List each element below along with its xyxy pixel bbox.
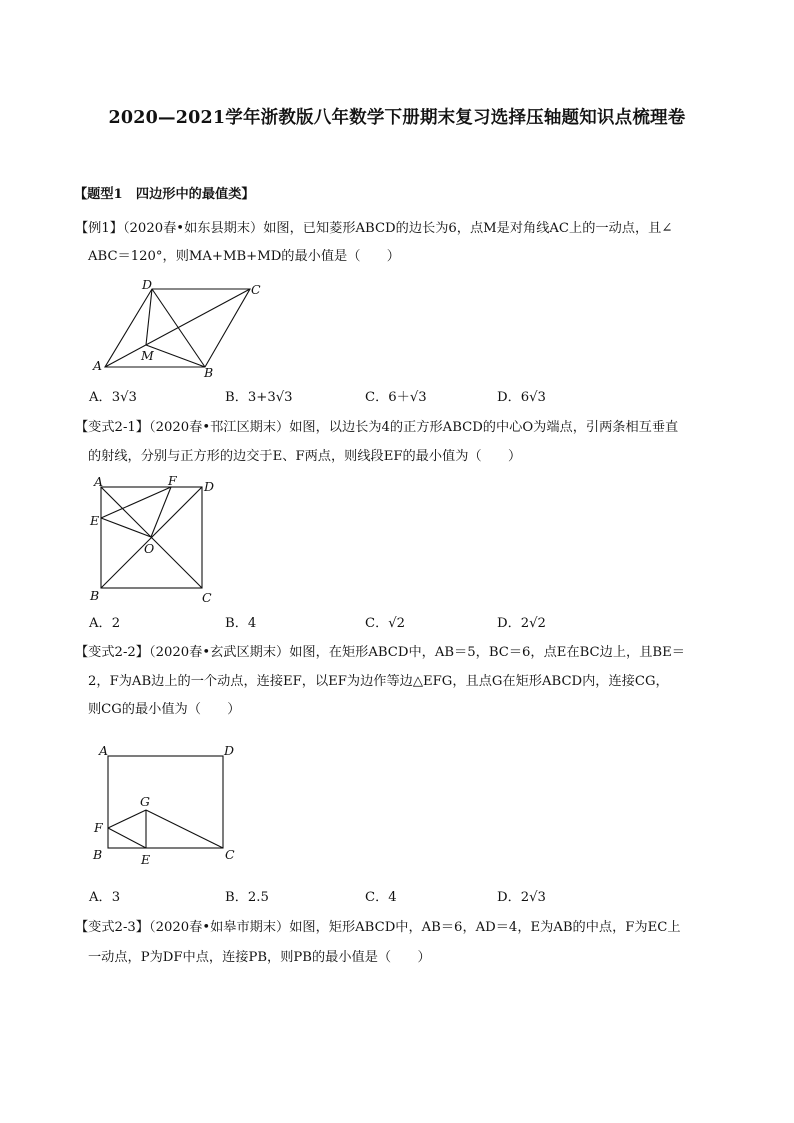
problem-2-line-2: 的射线，分别与正方形的边交于E、F两点，则线段EF的最小值为（ ） bbox=[88, 449, 522, 464]
square-figure bbox=[88, 475, 223, 605]
rectangle-figure bbox=[90, 740, 250, 870]
problem-1-line-1: 【例1】（2020春•如东县期末）如图，已知菱形ABCD的边长为6，点M是对角线AC上的一动点，且∠ bbox=[75, 221, 673, 236]
label-o: O bbox=[144, 541, 155, 556]
option-a[interactable]: A．3√3 bbox=[89, 390, 137, 405]
segment-gc bbox=[146, 810, 223, 848]
label-d: D bbox=[142, 277, 153, 292]
section-heading: 【题型1 四边形中的最值类】 bbox=[74, 187, 255, 202]
option-d[interactable]: D．6√3 bbox=[497, 390, 546, 405]
label-b: B bbox=[204, 365, 214, 380]
option-b[interactable]: B．3+3√3 bbox=[225, 390, 293, 405]
segment-bd bbox=[152, 289, 205, 367]
problem-3-line-1: 【变式2-2】（2020春•玄武区期末）如图，在矩形ABCD中，AB＝5，BC＝6，点E在BC边上，且BE＝ bbox=[75, 645, 685, 660]
option-c[interactable]: C．6＋√3 bbox=[365, 390, 427, 405]
label-f: F bbox=[168, 473, 177, 488]
option-d[interactable]: D．2√3 bbox=[497, 890, 546, 905]
label-e: E bbox=[90, 513, 100, 528]
label-g: G bbox=[140, 794, 150, 809]
problem-2-line-1: 【变式2-1】（2020春•邗江区期末）如图，以边长为4的正方形ABCD的中心O为端点，引两条相互垂直 bbox=[75, 420, 679, 435]
label-m: M bbox=[141, 348, 154, 363]
label-e: E bbox=[141, 852, 151, 867]
problem-4-line-2: 一动点，P为DF中点，连接PB，则PB的最小值是（ ） bbox=[88, 950, 431, 965]
page-title: 2020—2021学年浙教版八年数学下册期末复习选择压轴题知识点梳理卷 bbox=[108, 108, 686, 128]
segment-fe bbox=[108, 828, 146, 848]
label-a: A bbox=[93, 358, 103, 373]
segment-fg bbox=[108, 810, 146, 828]
label-a: A bbox=[99, 743, 109, 758]
rhombus-figure bbox=[90, 277, 261, 380]
segment-mb bbox=[146, 345, 205, 367]
option-c[interactable]: C．4 bbox=[365, 890, 397, 905]
label-c: C bbox=[251, 282, 261, 297]
option-b[interactable]: B．4 bbox=[225, 616, 257, 631]
ray-oe bbox=[101, 518, 151, 537]
label-c: C bbox=[225, 847, 235, 862]
label-a: A bbox=[94, 474, 104, 489]
option-c[interactable]: C．√2 bbox=[365, 616, 406, 631]
label-f: F bbox=[94, 820, 103, 835]
problem-1-line-2: ABC＝120°，则MA+MB+MD的最小值是（ ） bbox=[88, 249, 400, 264]
label-c: C bbox=[202, 590, 212, 605]
option-a[interactable]: A．3 bbox=[89, 890, 121, 905]
rectangle-outline bbox=[108, 756, 223, 848]
option-a[interactable]: A．2 bbox=[89, 616, 121, 631]
option-b[interactable]: B．2.5 bbox=[225, 890, 269, 905]
label-d: D bbox=[204, 479, 215, 494]
option-d[interactable]: D．2√2 bbox=[497, 616, 546, 631]
problem-3-line-2: 2，F为AB边上的一个动点，连接EF，以EF为边作等边△EFG，且点G在矩形ABCD内，连接CG， bbox=[88, 674, 669, 689]
diagonal-ac bbox=[105, 289, 250, 367]
problem-4-line-1: 【变式2-3】（2020春•如皋市期末）如图，矩形ABCD中，AB＝6，AD＝4，E为AB的中点，F为EC上 bbox=[75, 920, 681, 935]
label-b: B bbox=[90, 588, 100, 603]
label-d: D bbox=[224, 743, 235, 758]
label-b: B bbox=[93, 847, 103, 862]
problem-3-line-3: 则CG的最小值为（ ） bbox=[88, 702, 241, 717]
